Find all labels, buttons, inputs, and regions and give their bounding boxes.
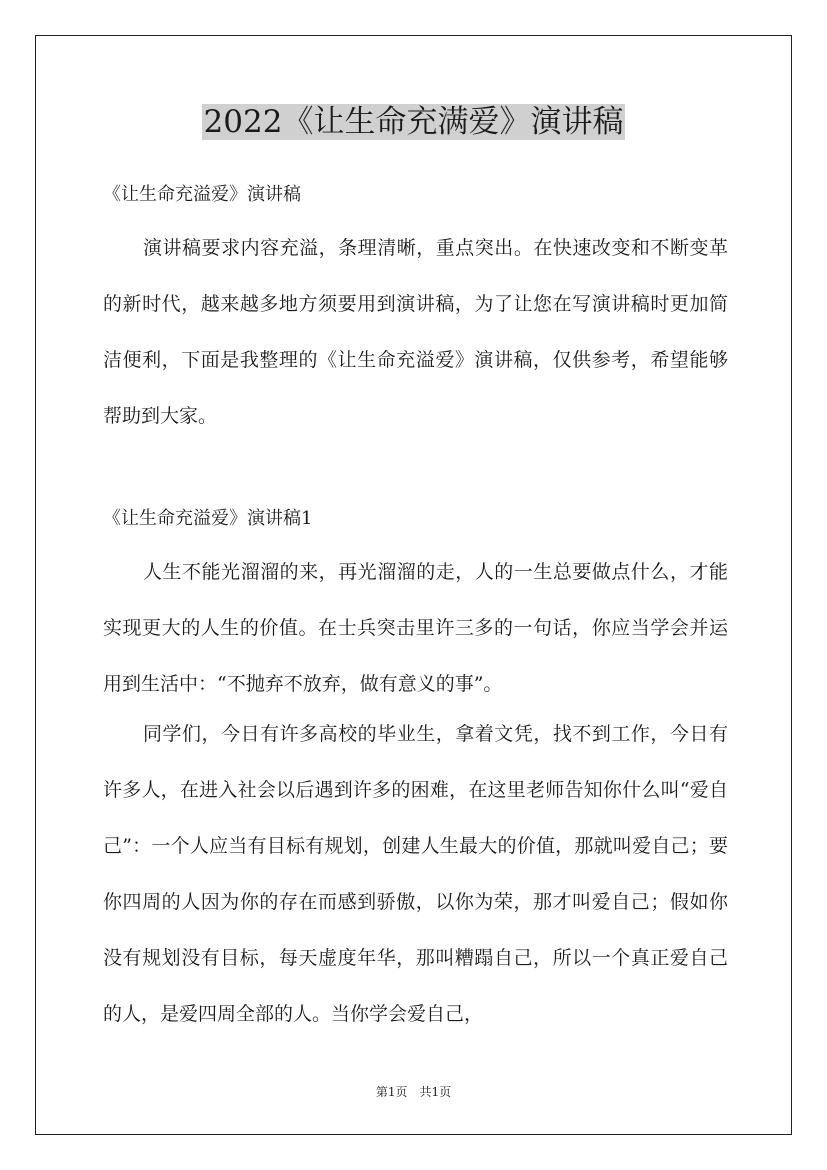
section1-heading: 《让生命充溢爱》演讲稿1	[103, 508, 313, 529]
section1-paragraph-2: 同学们，今日有许多高校的毕业生，拿着文凭，找不到工作，今日有许多人，在进入社会以后遇到许多的困难，在这里老师告知你什么叫“爱自己”：一个人应当有目标有规划，创建人生最大的价值，那就叫爱自己；要你四周的人因为你的存在而感到骄傲，以你为荣，那才叫爱自己；假如你没有规划没有目标，每天虚度年华，那叫糟蹋自己，所以一个真正爱自己的人，是爱四周全部的人。当你学会爱自己，	[103, 723, 728, 1025]
intro-heading: 《让生命充溢爱》演讲稿	[103, 184, 301, 205]
intro-paragraph: 演讲稿要求内容充溢，条理清晰，重点突出。在快速改变和不断变革的新时代，越来越多地方须要用到演讲稿，为了让您在写演讲稿时更加简洁便利，下面是我整理的《让生命充溢爱》演讲稿，仅供参考，希望能够帮助到大家。	[103, 237, 728, 427]
section1-paragraph-1: 人生不能光溜溜的来，再光溜溜的走，人的一生总要做点什么，才能实现更大的人生的价值。在士兵突击里许三多的一句话，你应当学会并运用到生活中：“不抛弃不放弃，做有意义的事”。	[103, 561, 728, 695]
document-title	[0, 102, 827, 142]
document-title-text: 2022《让生命充满爱》演讲稿	[203, 104, 624, 140]
page-footer: 第1页 共1页	[375, 1085, 452, 1099]
